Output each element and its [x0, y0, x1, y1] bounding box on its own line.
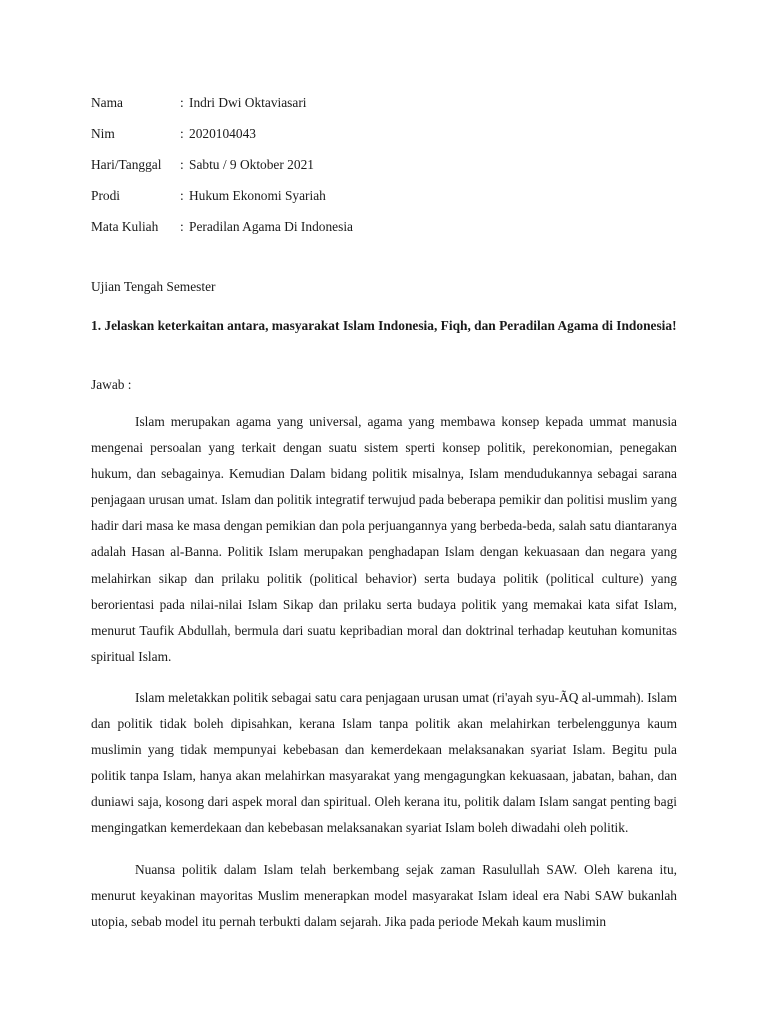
info-value: Indri Dwi Oktaviasari [189, 95, 307, 110]
info-value: Sabtu / 9 Oktober 2021 [189, 157, 314, 172]
info-separator: : [180, 95, 184, 110]
exam-title: Ujian Tengah Semester [91, 279, 216, 294]
info-row-nama [91, 92, 691, 123]
info-value: Hukum Ekonomi Syariah [189, 188, 326, 203]
info-label: Nama [91, 95, 123, 110]
question-text: 1. Jelaskan keterkaitan antara, masyarakat Islam Indonesia, Fiqh, dan Peradilan Agama di Indonesia! [91, 318, 677, 333]
info-value: 2020104043 [189, 126, 256, 141]
info-separator: : [180, 157, 184, 172]
info-value: Peradilan Agama Di Indonesia [189, 219, 353, 234]
info-label: Mata Kuliah [91, 219, 159, 234]
info-separator: : [180, 188, 184, 203]
info-row-prodi [91, 185, 691, 216]
answer-body [91, 409, 677, 950]
info-row-nim [91, 123, 691, 154]
info-row-hari-tanggal [91, 154, 691, 185]
answer-label: Jawab : [91, 377, 132, 392]
answer-paragraph: Nuansa politik dalam Islam telah berkembang sejak zaman Rasulullah SAW. Oleh karena itu, menurut keyakinan mayoritas Muslim menerapkan model masyarakat Islam ideal era Nabi SAW bukanlah utopia, sebab model itu pernah terbukti dalam sejarah. Jika pada periode Mekah kaum muslimin [91, 861, 677, 929]
answer-paragraph: Islam meletakkan politik sebagai satu cara penjagaan urusan umat (ri'ayah syu-ÃQ al-ummah). Islam dan politik tidak boleh dipisahkan, kerana Islam tanpa politik akan melahirkan terbelenggunya kaum muslimin yang tidak mempunyai kebebasan dan kemerdekaan melaksanakan syariat Islam. Begitu pula politik tanpa Islam, hanya akan melahirkan masyarakat yang mengagungkan kekuasaan, jabatan, bahan, dan duniawi saja, kosong dari aspek moral dan spiritual. Oleh kerana itu, politik dalam Islam sangat penting bagi mengingatkan kemerdekaan dan kebebasan melaksanakan syariat Islam boleh diwadahi oleh politik. [91, 689, 677, 836]
info-separator: : [180, 219, 184, 234]
info-label: Prodi [91, 188, 121, 203]
info-label: Nim [91, 126, 115, 141]
info-row-mata-kuliah [91, 216, 691, 247]
info-separator: : [180, 126, 184, 141]
student-info [91, 92, 691, 247]
info-label: Hari/Tanggal [91, 157, 162, 172]
answer-paragraph: Islam merupakan agama yang universal, agama yang membawa konsep kepada ummat manusia mengenai persoalan yang terkait dengan suatu sistem sperti konsep politik, perekonomian, penegakan hukum, dan sebagainya. Kemudian Dalam bidang politik misalnya, Islam mendudukannya sebagai sarana penjagaan urusan umat. Islam dan politik integratif terwujud pada beberapa pemikir dan politisi muslim yang hadir dari masa ke masa dengan pemikian dan pola perjuangannya yang berbeda-beda, salah satu diantaranya adalah Hasan al-Banna. Politik Islam merupakan penghadapan Islam dengan kekuasaan dan negara yang melahirkan sikap dan prilaku politik (political behavior) serta budaya politik (political culture) yang berorientasi pada nilai-nilai Islam Sikap dan prilaku serta budaya politik yang memakai kata sifat Islam, menurut Taufik Abdullah, bermula dari suatu kepribadian moral dan doktrinal terhadap keutuhan komunitas spiritual Islam. [91, 414, 677, 664]
